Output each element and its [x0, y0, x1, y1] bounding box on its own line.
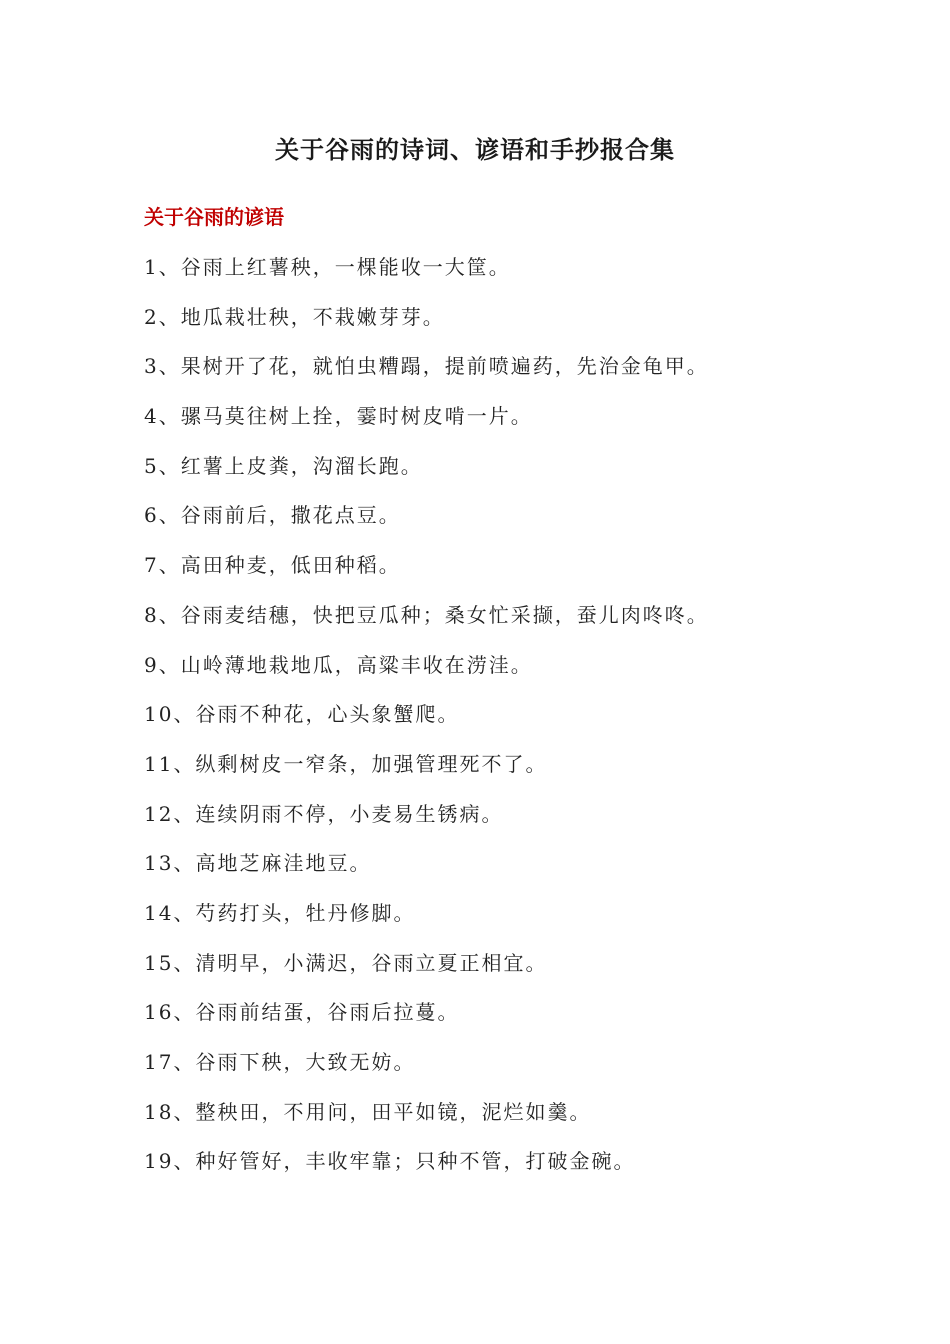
saying-item: 14、芍药打头，牡丹修脚。	[144, 900, 416, 925]
saying-item: 15、清明早，小满迟，谷雨立夏正相宜。	[144, 950, 548, 975]
saying-item: 11、纵剩树皮一窄条，加强管理死不了。	[144, 751, 548, 776]
saying-item: 3、果树开了花，就怕虫糟蹋，提前喷遍药，先治金龟甲。	[144, 354, 709, 379]
saying-item: 5、红薯上皮粪，沟溜长跑。	[144, 453, 423, 478]
saying-item: 7、高田种麦，低田种稻。	[144, 553, 401, 578]
saying-item: 8、谷雨麦结穗，快把豆瓜种；桑女忙采撷，蚕儿肉咚咚。	[144, 602, 709, 627]
saying-item: 9、山岭薄地栽地瓜，高粱丰收在涝洼。	[144, 652, 533, 677]
saying-item: 13、高地芝麻洼地豆。	[144, 851, 372, 876]
document-title: 关于谷雨的诗词、谚语和手抄报合集	[275, 136, 675, 164]
saying-item: 1、谷雨上红薯秧，一棵能收一大筐。	[144, 255, 511, 279]
section-heading: 关于谷雨的谚语	[144, 205, 284, 229]
saying-item: 10、谷雨不种花，心头象蟹爬。	[144, 702, 460, 727]
saying-item: 2、地瓜栽壮秧，不栽嫩芽芽。	[144, 304, 445, 329]
saying-item: 16、谷雨前结蛋，谷雨后拉蔓。	[144, 1000, 460, 1025]
saying-item: 12、连续阴雨不停，小麦易生锈病。	[144, 801, 504, 826]
saying-item: 18、整秧田，不用问，田平如镜，泥烂如羹。	[144, 1099, 592, 1124]
sayings-list	[144, 250, 884, 1194]
saying-item: 17、谷雨下秧，大致无妨。	[144, 1050, 416, 1074]
saying-item: 19、种好管好，丰收牢靠；只种不管，打破金碗。	[144, 1149, 636, 1174]
saying-item: 4、骡马莫往树上拴，霎时树皮啃一片。	[144, 404, 533, 429]
saying-item: 6、谷雨前后，撒花点豆。	[144, 503, 401, 528]
